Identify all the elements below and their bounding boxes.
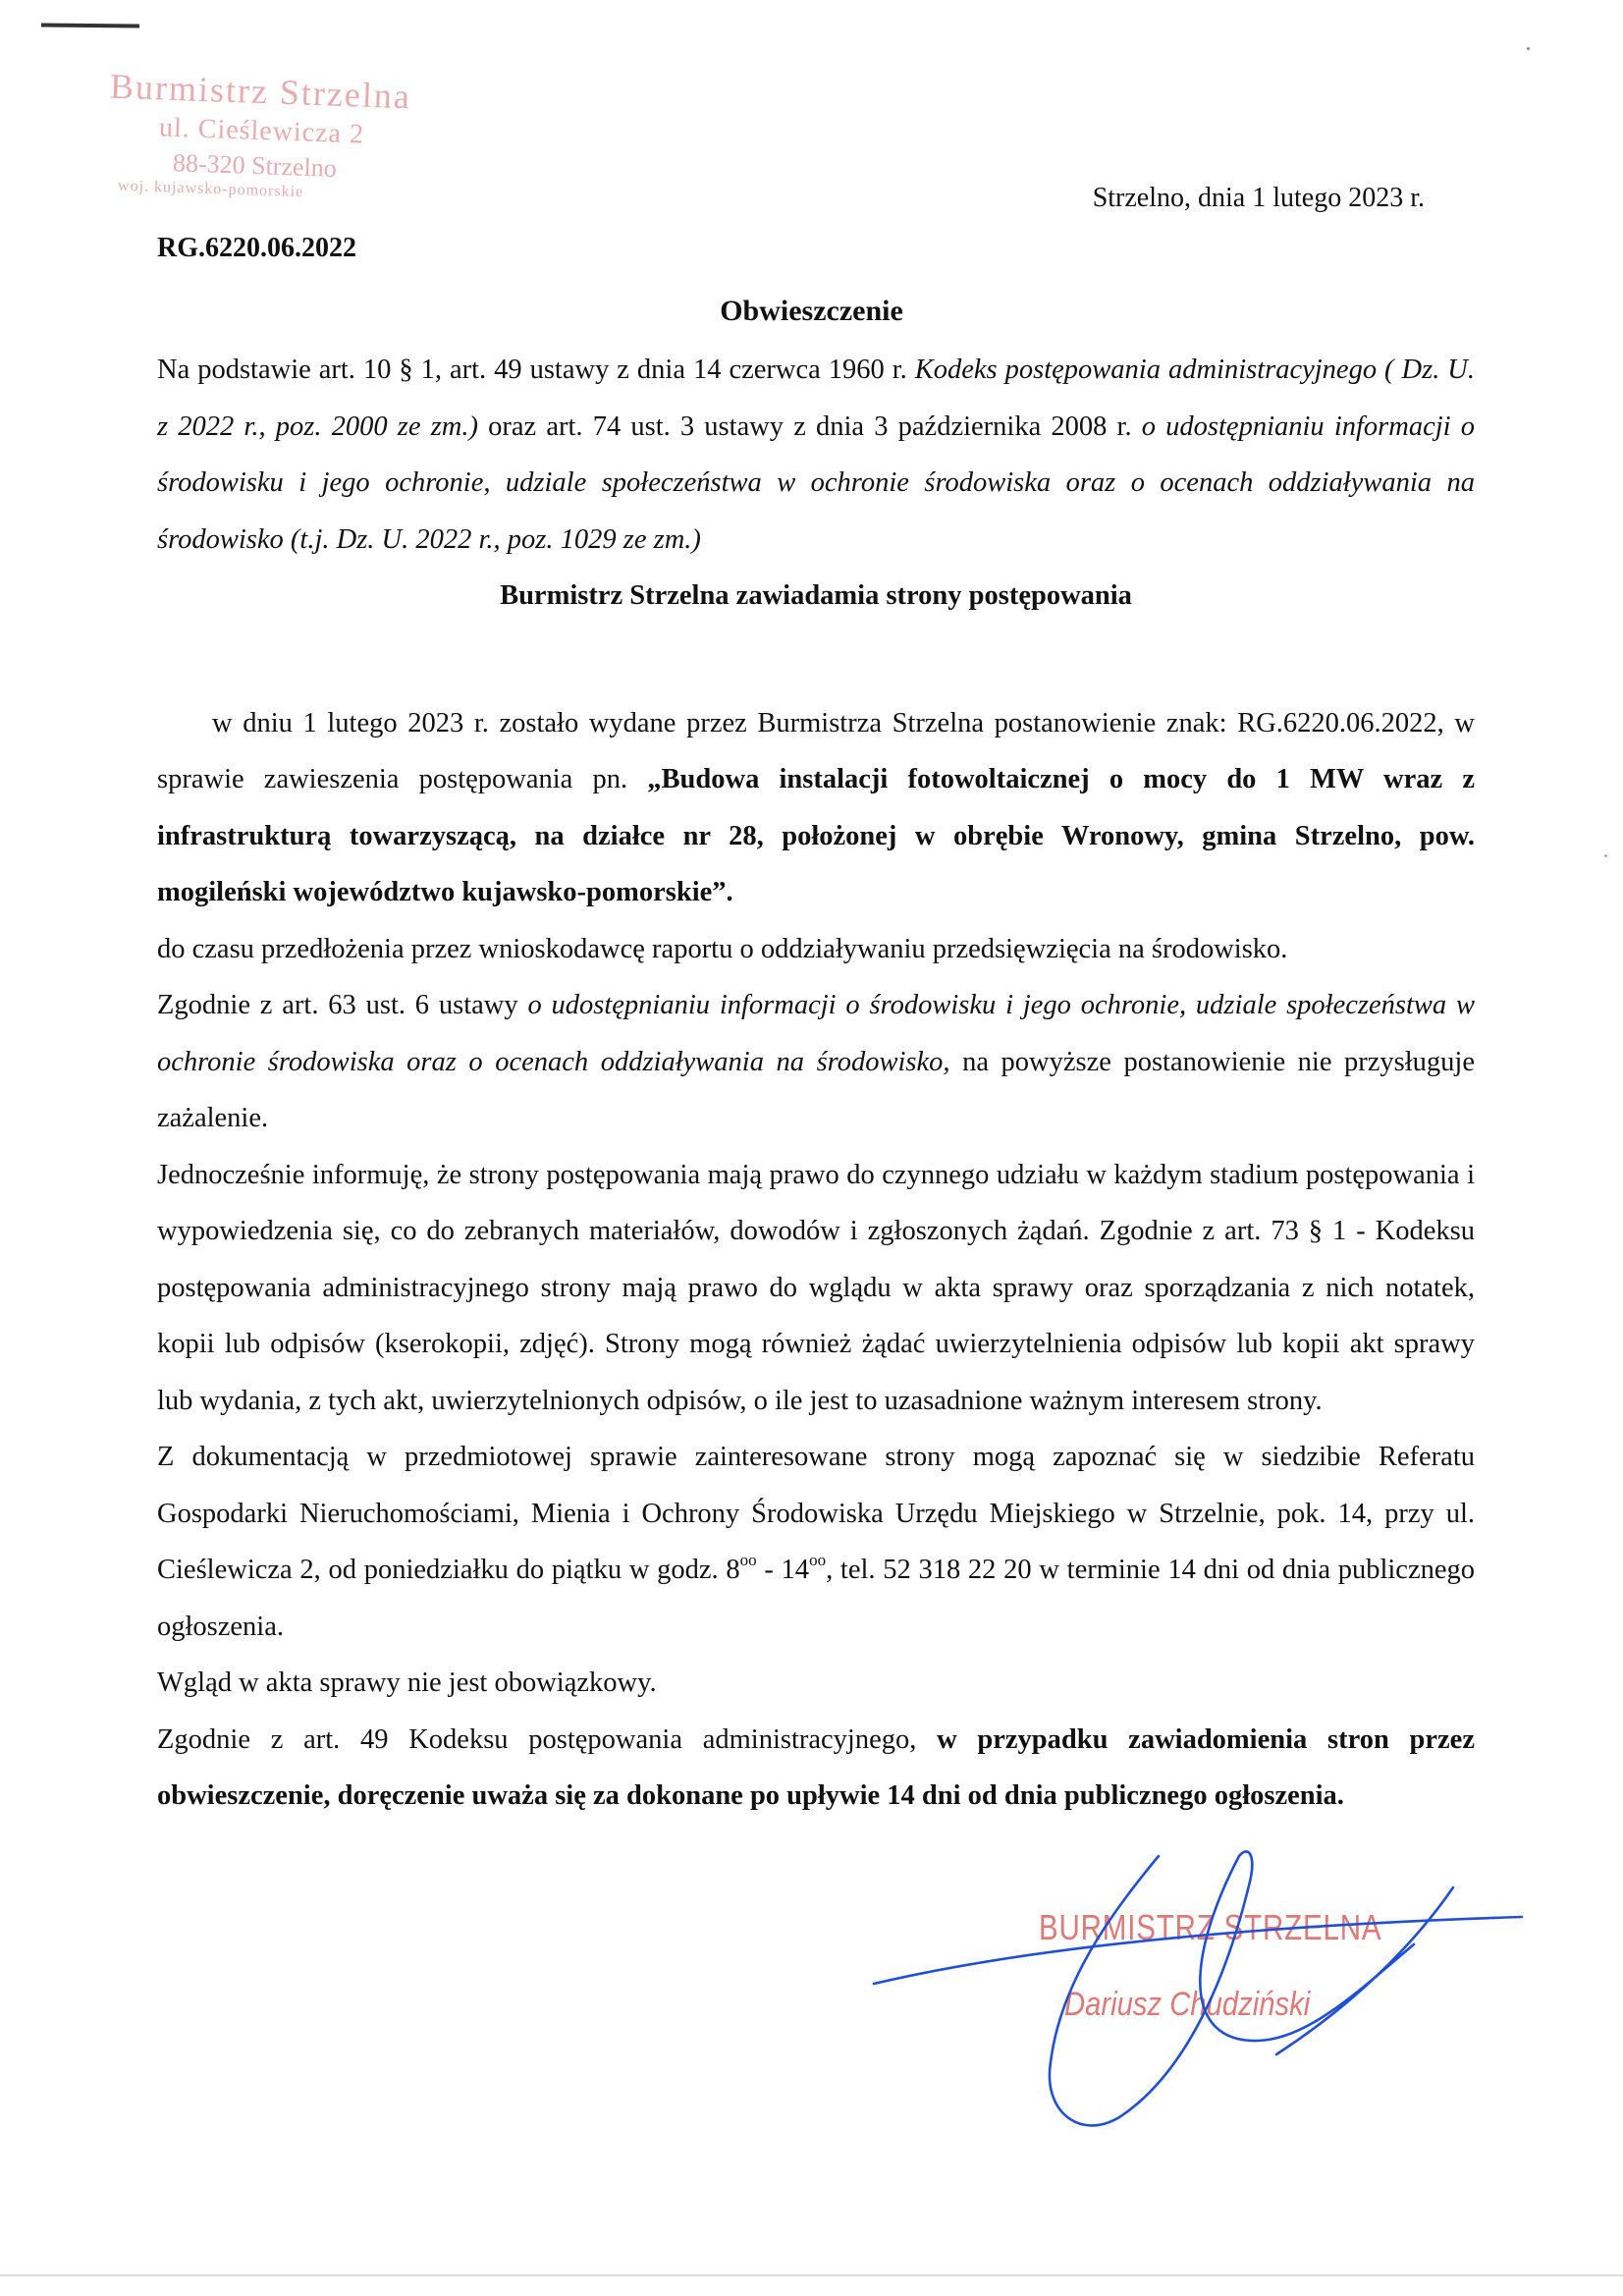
text-run: o udostępnianiu informacji o środowisku i jego ochronie, udziale społeczeństwa w ochronie środowiska oraz o ocenach oddziaływania na środowisko (t.j. Dz. U. 2022 r., poz. 1029 ze zm.) (157, 410, 1475, 555)
text-run: w dniu 1 lutego 2023 r. zostało wydane przez Burmistrza Strzelna postanowienie znak: RG.6220.06.2022, w sprawie zawieszenia postępowania pn. (157, 707, 1475, 794)
place-date: Strzelno, dnia 1 lutego 2023 r. (1092, 183, 1425, 213)
text-run: , tel. 52 318 22 20 w terminie 14 dni od dnia publicznego ogłoszenia. (157, 1555, 1475, 1642)
text-run: Zgodnie z art. 63 ust. 6 ustawy (157, 990, 528, 1020)
text-run: oraz art. 74 ust. 3 ustawy z dnia 3 października 2008 r. (477, 410, 1142, 442)
paragraph-documentation (157, 1429, 1475, 1655)
scan-dot (1604, 854, 1607, 857)
reference-number: RG.6220.06.2022 (157, 233, 356, 263)
stamp-title: BURMISTRZ STRZELNA (1039, 1907, 1382, 1947)
superscript: oo (809, 1551, 827, 1569)
office-header-stamp (94, 65, 507, 212)
text-run: Kodeks postępowania administracyjnego ( Dz. U. z 2022 r., poz. 2000 ze zm.) (157, 355, 1475, 442)
document-body (157, 342, 1475, 1825)
text-run: Zgodnie z art. 49 Kodeksu postępowania administracyjnego, (157, 1723, 938, 1755)
scan-edge (0, 2274, 1623, 2276)
text-run: o udostępnianiu informacji o środowisku i jego ochronie, udziale społeczeństwa w ochronie środowiska oraz o ocenach oddziaływania na środowisko, (157, 990, 1475, 1077)
paragraph-no-appeal (157, 977, 1475, 1147)
scan-mark (41, 23, 139, 27)
stamp-line: ul. Cieślewicza 2 (158, 112, 365, 150)
text-run: - 14 (756, 1555, 810, 1585)
stamp-line: woj. kujawsko-pomorskie (117, 177, 304, 201)
paragraph-legal-basis (157, 342, 1475, 568)
spacer (157, 625, 1475, 695)
text-run: Z dokumentacją w przedmiotowej sprawie zainteresowane strony mogą zapoznać się w siedzibie Referatu Gospodarki Nieruchomościami, Mienia i Ochrony Środowiska Urzędu Miejskiego w Strzelnie, pok. 14, przy ul. Cieślewicza 2, od poniedziałku do piątku w godz. 8 (157, 1442, 1475, 1585)
text-run: na powyższe postanowienie nie przysługuje zażalenie. (157, 1046, 1475, 1133)
paragraph-suspension: do czasu przedłożenia przez wnioskodawcę raportu o oddziaływaniu przedsięwzięcia na środowisko. (157, 933, 1288, 964)
signature-stroke (1050, 1851, 1414, 2125)
paragraph-delivery (157, 1712, 1475, 1825)
notice-heading: Burmistrz Strzelna zawiadamia strony postępowania (500, 580, 1132, 611)
text-run: w przypadku zawiadomienia stron przez obwieszczenie, doręczenie uważa się za dokonane po upływie 14 dni od dnia publicznego ogłoszenia. (157, 1723, 1475, 1811)
scan-dot (1527, 47, 1530, 50)
superscript: oo (739, 1551, 757, 1569)
document-title: Obwieszczenie (720, 295, 903, 327)
paragraph-inspection: Wgląd w akta sprawy nie jest obowiązkowy. (157, 1667, 657, 1698)
stamp-line: Burmistrz Strzelna (109, 66, 412, 117)
handwritten-signature (864, 1827, 1532, 2151)
paragraph-rights: Jednocześnie informuję, że strony postępowania mają prawo do czynnego udziału w każdym stadium postępowania i wypowiedzenia się, co do zebranych materiałów, dowodów i zgłoszonych żądań. Zgodnie z art. 73 § 1 - Kodeksu postępowania administracyjnego strony mają prawo do wglądu w akta sprawy oraz sporządzania z nich notatek, kopii lub odpisów (kserokopii, zdjęć). Strony mogą również żądać uwierzytelnienia odpisów lub kopii akt sprawy lub wydania, z tych akt, uwierzytelnionych odpisów, o ile jest to uzasadnione ważnym interesem strony. (157, 1159, 1475, 1416)
stamp-line: 88-320 Strzelno (172, 148, 338, 183)
project-name: „Budowa instalacji fotowoltaicznej o mocy do 1 MW wraz z infrastrukturą towarzyszącą, na działce nr 28, położonej w obrębie Wronowy, gmina Strzelno, pow. mogileński województwo kujawsko-pomorskie”. (157, 764, 1475, 907)
paragraph-decision (157, 695, 1475, 921)
stamp-name: Dariusz Chudziński (1064, 1986, 1311, 2023)
text-run: Na podstawie art. 10 § 1, art. 49 ustawy z dnia 14 czerwca 1960 r. (157, 355, 915, 385)
